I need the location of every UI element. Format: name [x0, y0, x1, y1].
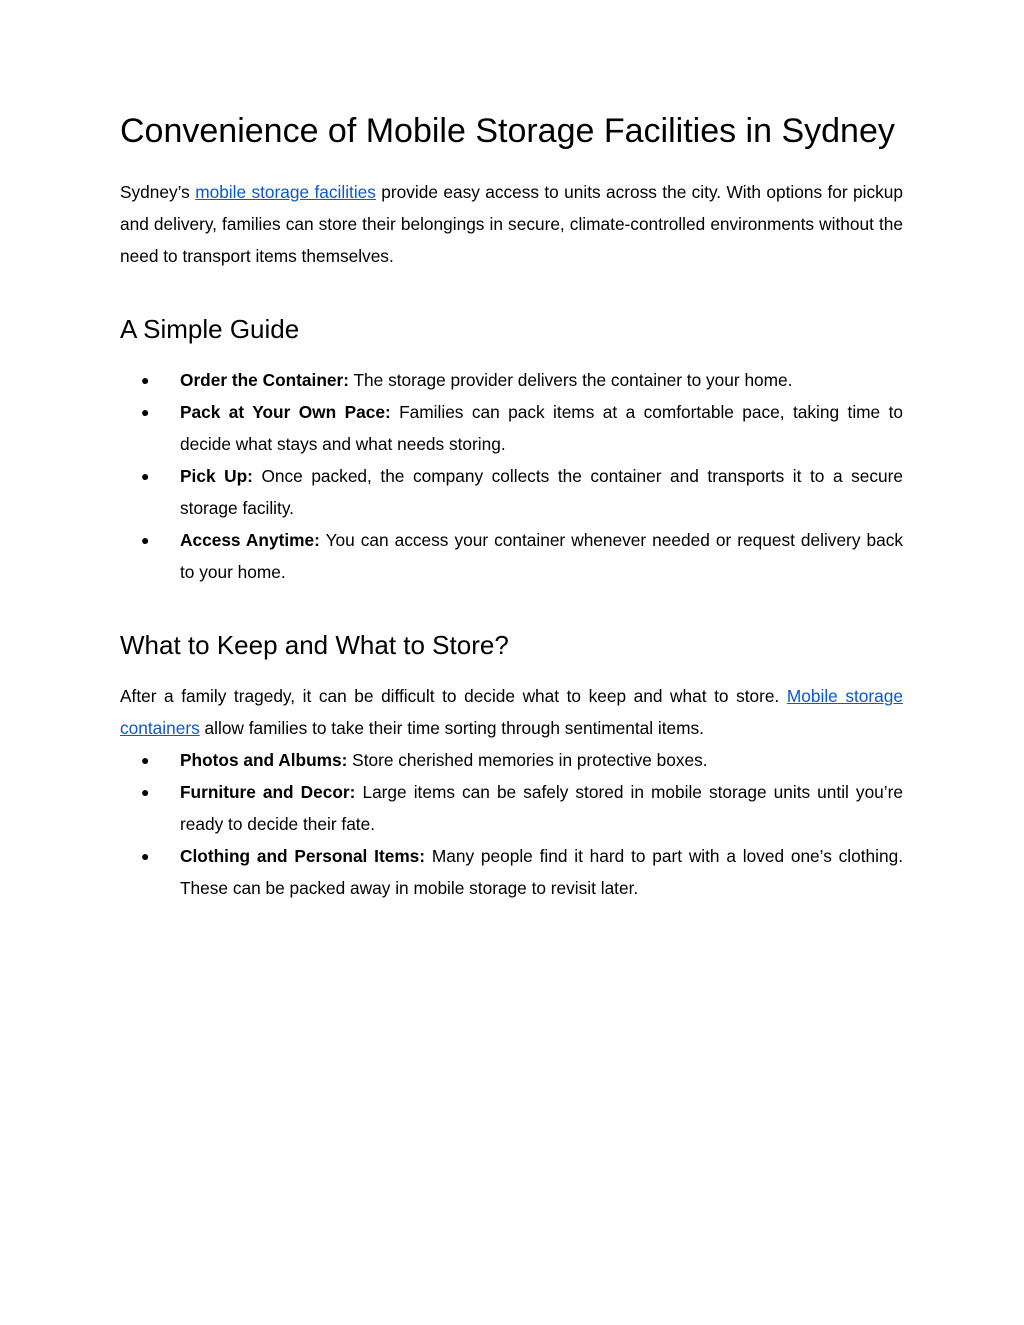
- list-item-text: You can access your container whenever needed or request delivery back to your home.: [180, 530, 903, 583]
- bullet-icon: ●: [141, 404, 150, 421]
- list-item: [120, 524, 903, 588]
- list-item-term: Pick Up:: [180, 466, 253, 487]
- mobile-storage-facilities-link[interactable]: mobile storage facilities: [195, 182, 376, 203]
- guide-heading: A Simple Guide: [120, 314, 300, 345]
- document-page: [120, 112, 903, 904]
- intro-paragraph: [120, 176, 903, 272]
- keep-text-before: After a family tragedy, it can be difficult to decide what to keep and what to store.: [120, 686, 787, 707]
- intro-text-after: provide easy access to units across the city. With options for pickup and delivery, families can store their belongings in secure, climate-controlled environments without the need to transport items themselves.: [120, 182, 903, 267]
- list-item: [120, 460, 903, 524]
- list-item-text: Large items can be safely stored in mobile storage units until you’re ready to decide their fate.: [180, 782, 903, 835]
- list-item-text: Many people find it hard to part with a loved one’s clothing. These can be packed away in mobile storage to revisit later.: [180, 846, 903, 899]
- bullet-icon: ●: [141, 848, 150, 865]
- guide-list: [120, 364, 903, 588]
- list-item: [120, 396, 903, 460]
- list-item: [120, 840, 903, 904]
- list-item-term: Clothing and Personal Items:: [180, 846, 426, 867]
- intro-text-before: Sydney’s: [120, 182, 196, 203]
- bullet-icon: ●: [141, 532, 150, 549]
- list-item-text: The storage provider delivers the container to your home.: [349, 370, 793, 391]
- list-item-term: Photos and Albums:: [180, 750, 348, 771]
- list-item-text: Families can pack items at a comfortable pace, taking time to decide what stays and what needs storing.: [180, 402, 903, 455]
- list-item: [120, 364, 903, 396]
- list-item-term: Order the Container:: [180, 370, 349, 391]
- list-item-term: Access Anytime:: [180, 530, 320, 551]
- keep-store-paragraph: [120, 680, 903, 744]
- bullet-icon: ●: [141, 784, 150, 801]
- list-item-term: Pack at Your Own Pace:: [180, 402, 391, 423]
- list-item: [120, 776, 903, 840]
- mobile-storage-containers-link[interactable]: Mobile storage containers: [120, 686, 904, 739]
- list-item-text: Store cherished memories in protective boxes.: [347, 750, 708, 771]
- keep-text-after: allow families to take their time sorting through sentimental items.: [199, 718, 704, 739]
- keep-store-heading: What to Keep and What to Store?: [120, 630, 509, 661]
- list-item-text: Once packed, the company collects the container and transports it to a secure storage facility.: [180, 466, 903, 519]
- bullet-icon: ●: [141, 752, 150, 769]
- bullet-icon: ●: [141, 372, 150, 389]
- page-title: Convenience of Mobile Storage Facilities in Sydney: [120, 112, 895, 150]
- list-item-term: Furniture and Decor:: [180, 782, 356, 803]
- bullet-icon: ●: [141, 468, 150, 485]
- list-item: [120, 744, 903, 776]
- keep-store-list: [120, 744, 903, 904]
